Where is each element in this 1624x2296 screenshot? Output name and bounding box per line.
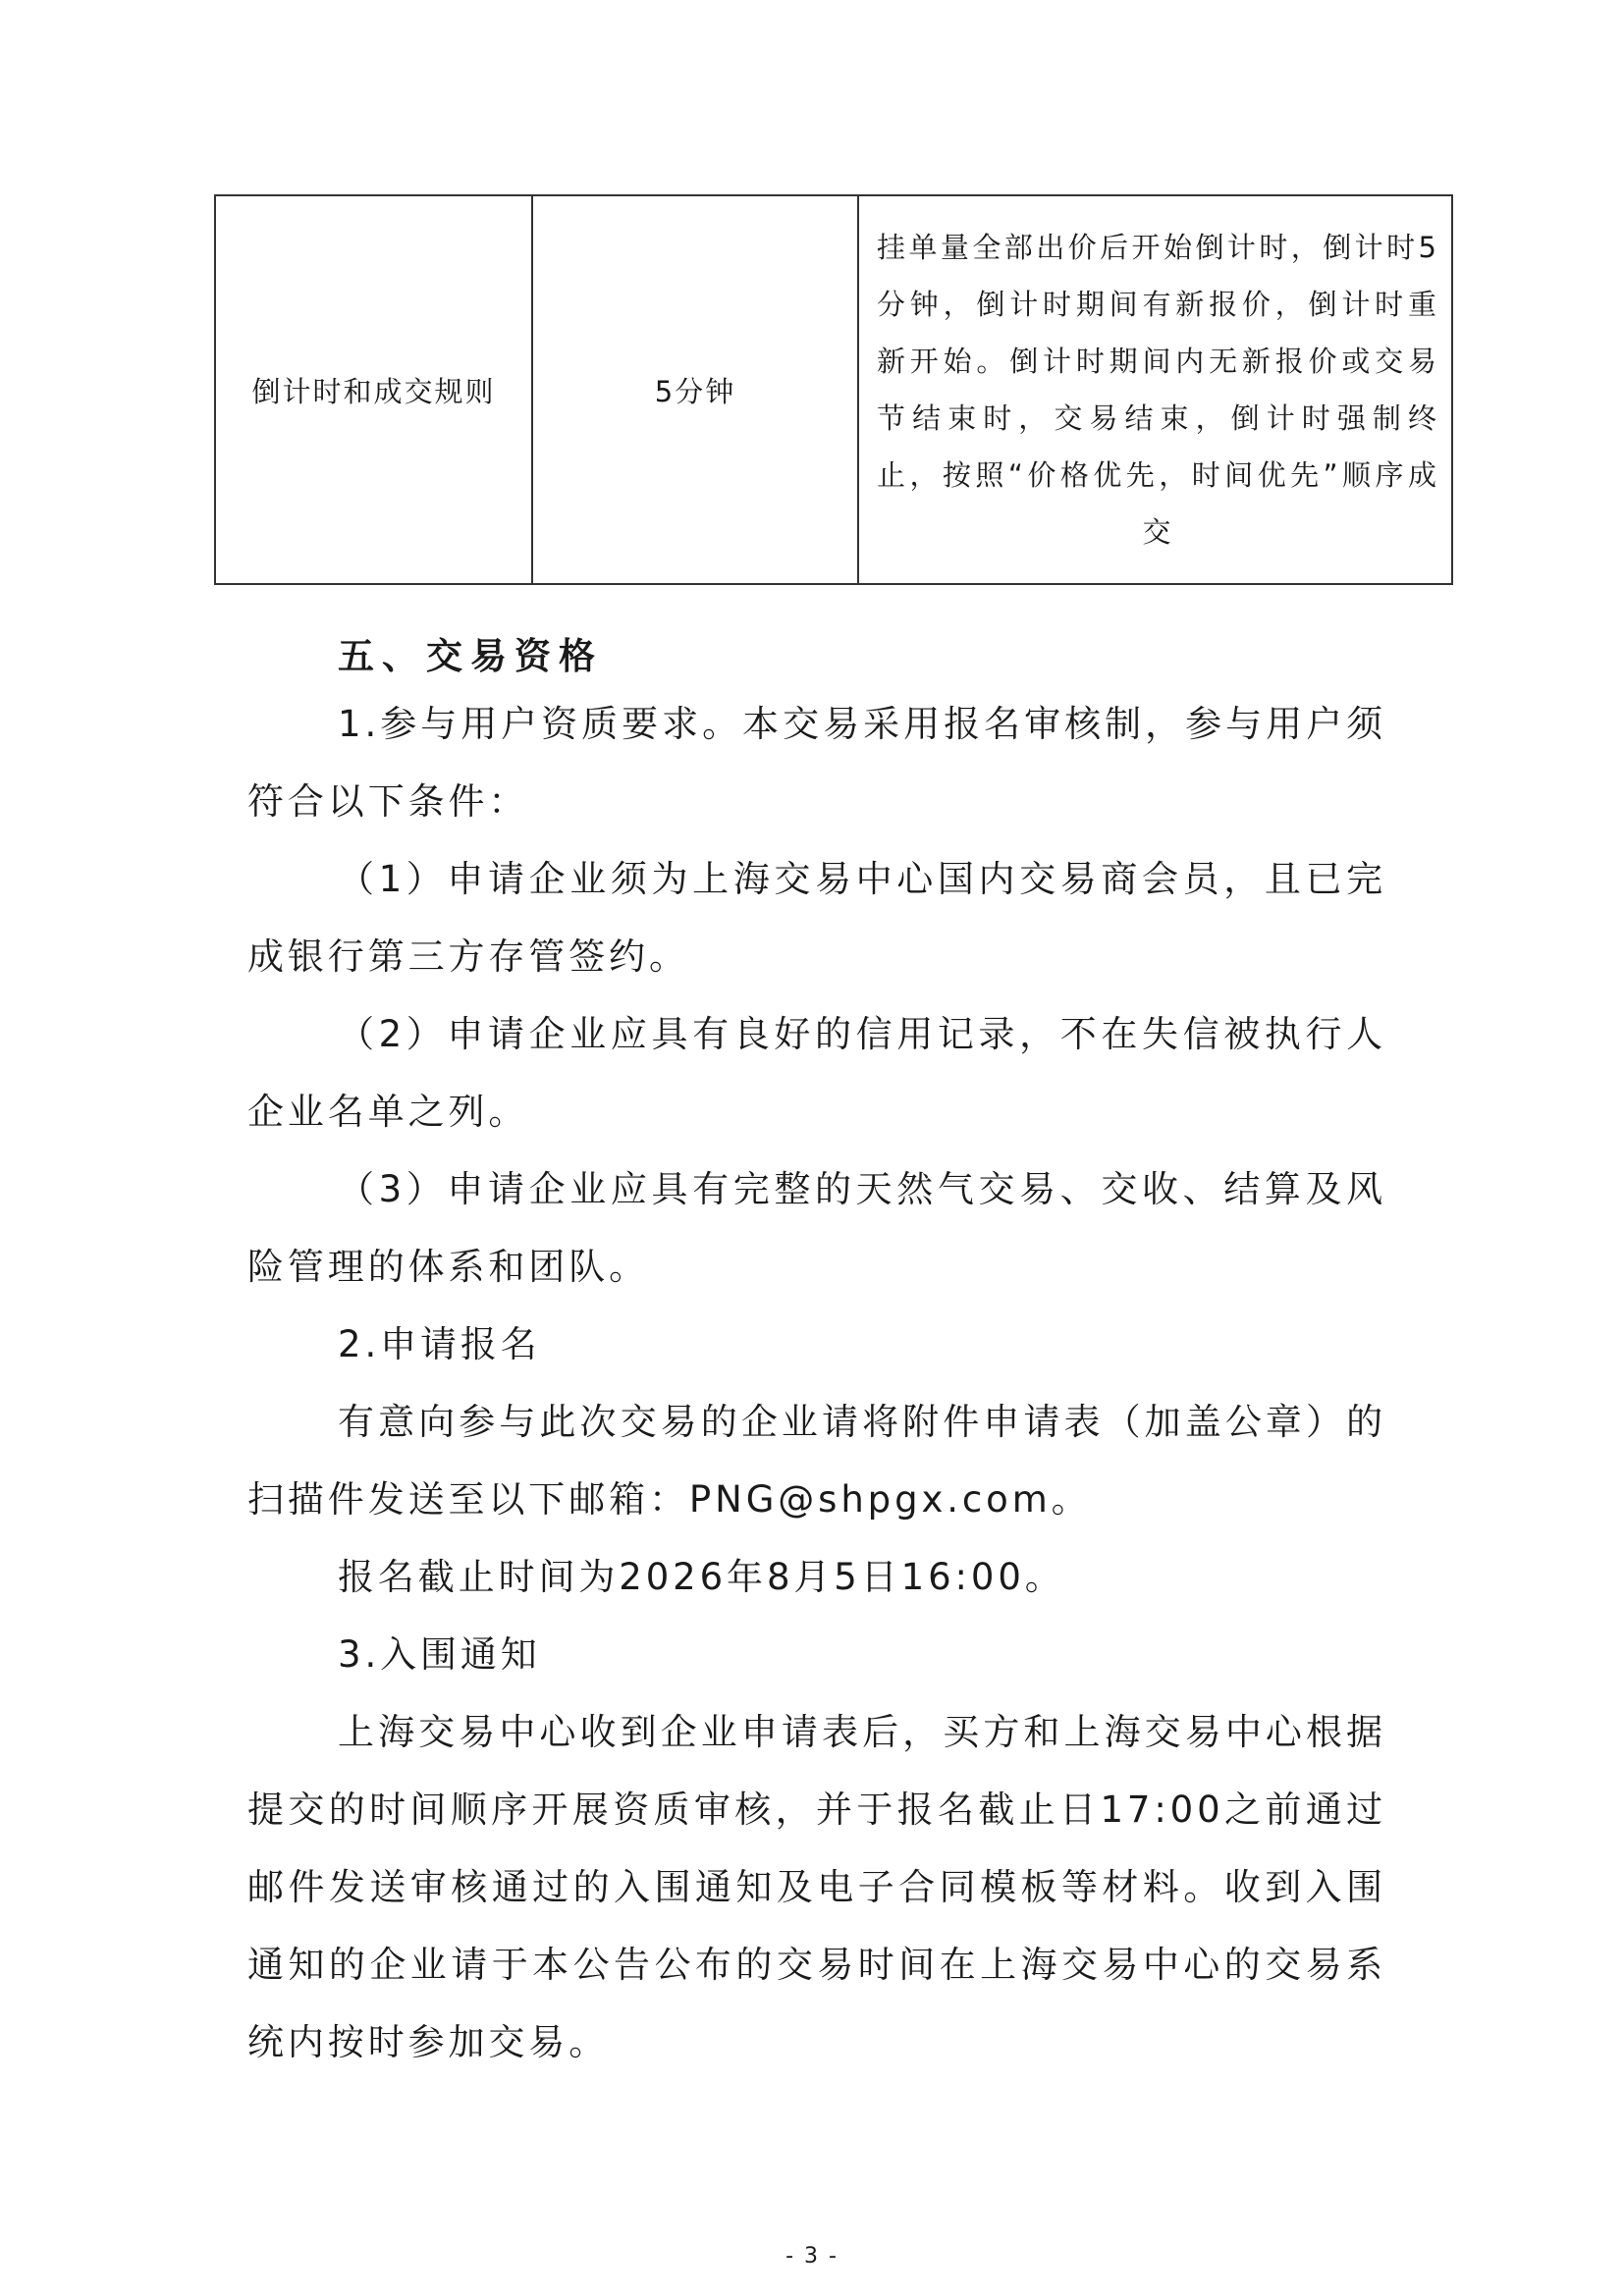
section-heading: 五、交易资格 xyxy=(338,635,603,677)
rule-description-text: 挂单量全部出价后开始倒计时，倒计时5分钟，倒计时期间有新报价，倒计时重新开始。倒计时期间内无新报价或交易节结束时，交易结束，倒计时强制终止，按照“价格优先，时间优先”顺序成交 xyxy=(877,231,1439,549)
paragraph-condition-2: （2）申请企业应具有良好的信用记录，不在失信被执行人企业名单之列。 xyxy=(247,1013,1386,1133)
paragraph-eligibility: 1.参与用户资质要求。本交易采用报名审核制，参与用户须符合以下条件： xyxy=(247,703,1386,823)
rule-item-cell: 倒计时和成交规则 xyxy=(215,195,532,584)
paragraph-deadline: 报名截止时间为2026年8月5日16:00。 xyxy=(338,1556,1065,1598)
subheading-notification: 3.入围通知 xyxy=(338,1633,541,1676)
subheading-application: 2.申请报名 xyxy=(338,1323,541,1365)
paragraph-condition-3: （3）申请企业应具有完整的天然气交易、交收、结算及风险管理的体系和团队。 xyxy=(247,1168,1386,1288)
trading-rules-table xyxy=(214,194,1453,585)
paragraph-condition-1: （1）申请企业须为上海交易中心国内交易商会员，且已完成银行第三方存管签约。 xyxy=(247,858,1386,978)
rule-description-cell xyxy=(858,195,1452,584)
table-row xyxy=(215,195,1452,584)
paragraph-notification: 上海交易中心收到企业申请表后，买方和上海交易中心根据提交的时间顺序开展资质审核，并于报名截止日17:00之前通过邮件发送审核通过的入围通知及电子合同模板等材料。收到入围通知的企业请于本公告公布的交易时间在上海交易中心的交易系统内按时参加交易。 xyxy=(247,1711,1386,2063)
page-number: - 3 - xyxy=(785,2244,839,2269)
rule-duration-cell: 5分钟 xyxy=(532,195,858,584)
paragraph-application: 有意向参与此次交易的企业请将附件申请表（加盖公章）的扫描件发送至以下邮箱：PNG@shpgx.com。 xyxy=(247,1401,1386,1521)
